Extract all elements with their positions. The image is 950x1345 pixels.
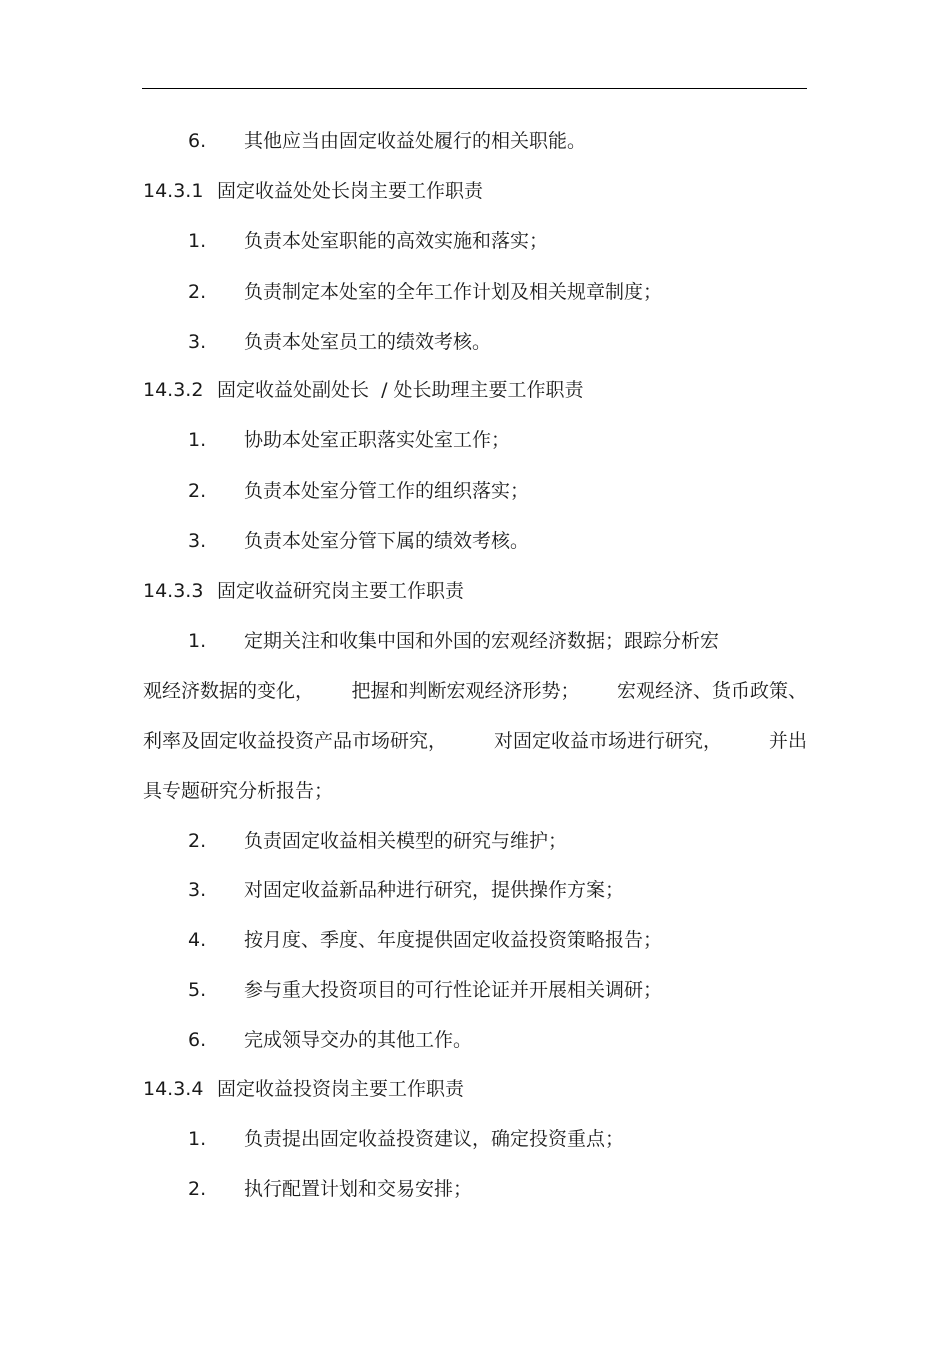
item-number: 1. — [188, 230, 207, 252]
item-number: 2. — [188, 281, 207, 303]
text-segment: 把握和判断宏观经济形势； — [351, 680, 580, 702]
item-text: 负责本处室职能的高效实施和落实； — [244, 230, 549, 252]
section-number: 14.3.2 — [143, 379, 204, 401]
section-title: 固定收益研究岗主要工作职责 — [217, 580, 465, 602]
text-segment: 利率及固定收益投资产品市场研究， — [143, 730, 448, 752]
item-number: 6. — [188, 1029, 207, 1051]
item-number: 1. — [188, 630, 207, 652]
item-text: 负责固定收益相关模型的研究与维护； — [244, 830, 568, 852]
header-rule — [142, 88, 807, 89]
item-number: 5. — [188, 979, 207, 1001]
section-number: 14.3.4 — [143, 1078, 204, 1100]
item-number: 6. — [188, 130, 207, 152]
section-number: 14.3.3 — [143, 580, 204, 602]
text-segment: 并出 — [768, 730, 807, 752]
section-number: 14.3.1 — [143, 180, 204, 202]
section-title: 固定收益处副处长 / 处长助理主要工作职责 — [217, 379, 584, 401]
item-text: 完成领导交办的其他工作。 — [244, 1029, 473, 1051]
item-number: 3. — [188, 331, 207, 353]
item-number: 2. — [188, 830, 207, 852]
text-segment: 宏观经济、货币政策、 — [616, 680, 807, 702]
item-text: 负责本处室分管下属的绩效考核。 — [244, 530, 530, 552]
item-text: 负责制定本处室的全年工作计划及相关规章制度； — [244, 281, 663, 303]
item-text: 按月度、季度、年度提供固定收益投资策略报告； — [244, 929, 663, 951]
section-title: 固定收益处处长岗主要工作职责 — [217, 180, 484, 202]
item-text: 参与重大投资项目的可行性论证并开展相关调研； — [244, 979, 663, 1001]
item-text: 定期关注和收集中国和外国的宏观经济数据；跟踪分析宏 — [244, 630, 720, 652]
item-number: 2. — [188, 1178, 207, 1200]
item-text: 执行配置计划和交易安排； — [244, 1178, 473, 1200]
item-text: 对固定收益新品种进行研究，提供操作方案； — [244, 879, 625, 901]
item-text: 负责本处室员工的绩效考核。 — [244, 331, 492, 353]
item-text: 负责提出固定收益投资建议，确定投资重点； — [244, 1128, 625, 1150]
item-number: 1. — [188, 1128, 207, 1150]
text-segment: 对固定收益市场进行研究， — [493, 730, 722, 752]
item-number: 2. — [188, 480, 207, 502]
item-text: 负责本处室分管工作的组织落实； — [244, 480, 530, 502]
item-number: 4. — [188, 929, 207, 951]
text-segment: 具专题研究分析报告； — [143, 780, 334, 802]
text-segment: 观经济数据的变化， — [143, 680, 315, 702]
item-text: 其他应当由固定收益处履行的相关职能。 — [244, 130, 587, 152]
item-number: 3. — [188, 530, 207, 552]
item-text: 协助本处室正职落实处室工作； — [244, 429, 511, 451]
section-title: 固定收益投资岗主要工作职责 — [217, 1078, 465, 1100]
item-number: 3. — [188, 879, 207, 901]
item-number: 1. — [188, 429, 207, 451]
